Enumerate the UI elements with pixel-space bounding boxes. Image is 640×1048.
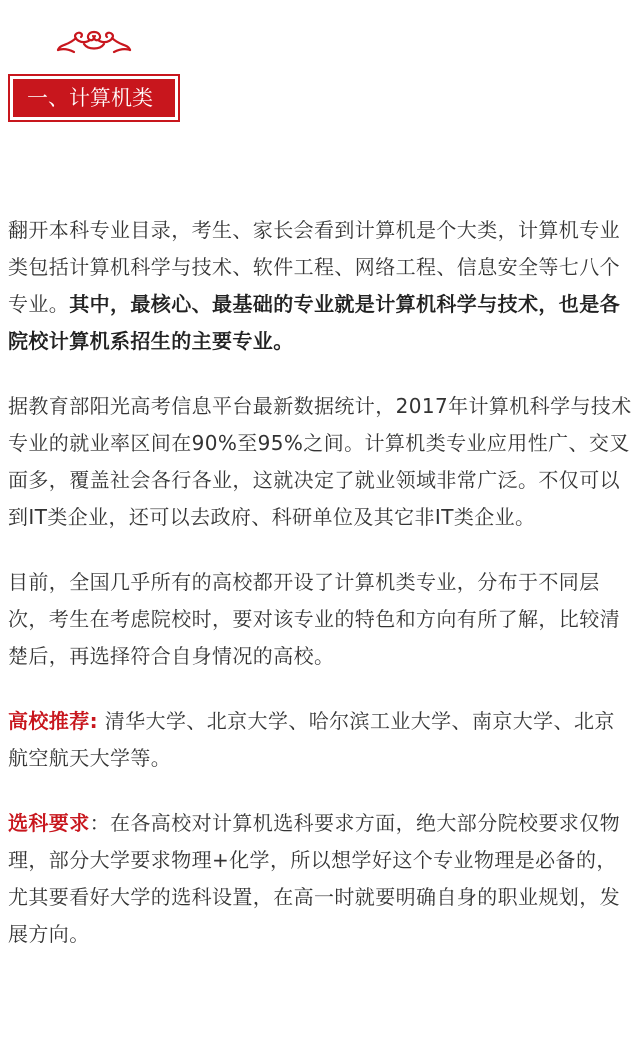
- recommended-universities-text: 清华大学、北京大学、哈尔滨工业大学、南京大学、北京航空航天大学等。: [8, 709, 615, 770]
- paragraph-recommended-universities: [8, 703, 634, 777]
- paragraph-universities-overview: 目前，全国几乎所有的高校都开设了计算机类专业，分布于不同层次，考生在考虑院校时，要对该专业的特色和方向有所了解，比较清楚后，再选择符合自身情况的高校。: [8, 570, 620, 668]
- paragraph-employment: 据教育部阳光高考信息平台最新数据统计，2017年计算机科学与技术专业的就业率区间在90%至95%之间。计算机类专业应用性广、交叉面多，覆盖社会各行各业，这就决定了就业领域非常广泛。不仅可以到IT类企业，还可以去政府、科研单位及其它非IT类企业。: [8, 394, 632, 529]
- paragraph-intro: [8, 212, 634, 360]
- subject-requirements-text: ：在各高校对计算机选科要求方面，绝大部分院校要求仅物理，部分大学要求物理+化学，所以想学好这个专业物理是必备的，尤其要看好大学的选科设置，在高一时就要明确自身的职业规划，发展方向。: [8, 811, 621, 946]
- article-body: [8, 212, 634, 981]
- paragraph-intro-bold: 其中，最核心、最基础的专业就是计算机科学与技术，也是各院校计算机系招生的主要专业。: [8, 292, 621, 353]
- cloud-scroll-ornament-icon: [54, 26, 134, 58]
- paragraph-subject-requirements: [8, 805, 634, 953]
- section-heading: 一、计算机类: [13, 79, 175, 117]
- paragraph-intro-text: 翻开本科专业目录，考生、家长会看到计算机是个大类，计算机专业类包括计算机科学与技术、软件工程、网络工程、信息安全等七八个专业。: [8, 218, 620, 316]
- section-heading-badge: [8, 74, 180, 122]
- subject-requirements-label: 选科要求: [8, 811, 90, 835]
- recommended-universities-label: 高校推荐:: [8, 709, 98, 733]
